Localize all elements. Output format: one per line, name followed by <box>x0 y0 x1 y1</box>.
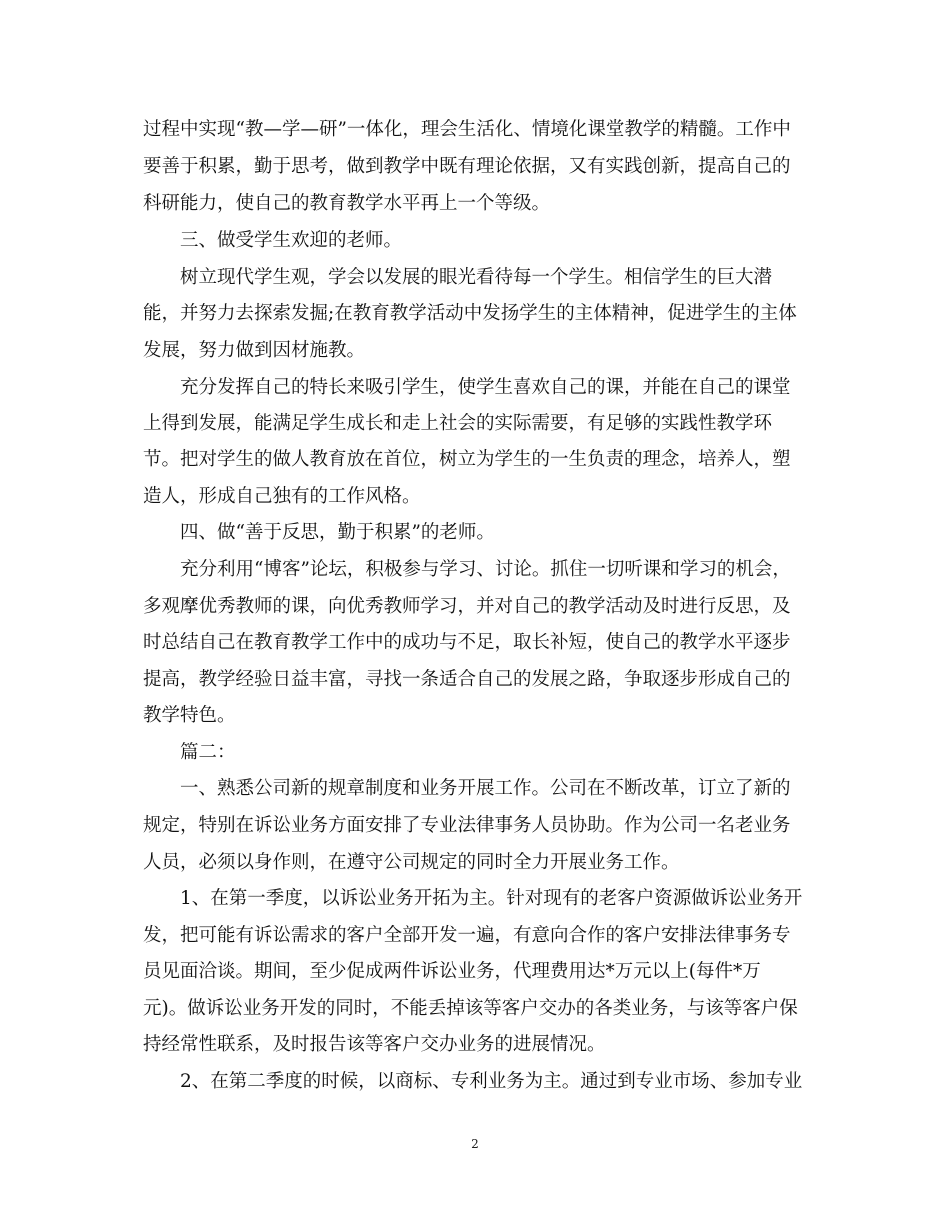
text-line: 能，并努力去探索发掘;在教育教学活动中发扬学生的主体精神，促进学生的主体 <box>143 303 797 324</box>
text-line: 提高，教学经验日益丰富，寻找一条适合自己的发展之路，争取逐步形成自己的 <box>143 669 791 690</box>
section-heading: 三、做受学生欢迎的老师。 <box>180 230 403 251</box>
section-heading: 篇二： <box>180 742 236 763</box>
text-line: 元)。做诉讼业务开发的同时，不能丢掉该等客户交办的各类业务，与该等客户保 <box>143 998 798 1019</box>
text-line: 发，把可能有诉讼需求的客户全部开发一遍，有意向合作的客户安排法律事务专 <box>143 925 791 946</box>
text-line: 员见面洽谈。期间，至少促成两件诉讼业务，代理费用达*万元以上(每件*万 <box>143 961 761 982</box>
text-line: 1、在第一季度，以诉讼业务开拓为主。针对现有的老客户资源做诉讼业务开 <box>180 888 803 909</box>
text-line: 充分利用“博客”论坛，积极参与学习、讨论。抓住一切听课和学习的机会， <box>180 559 791 580</box>
text-line: 多观摩优秀教师的课，向优秀教师学习，并对自己的教学活动及时进行反思，及 <box>143 596 791 617</box>
text-line: 要善于积累，勤于思考，做到教学中既有理论依据，又有实践创新，提高自己的 <box>143 156 791 177</box>
text-line: 树立现代学生观，学会以发展的眼光看待每一个学生。相信学生的巨大潜 <box>180 267 773 288</box>
text-line: 节。把对学生的做人教育放在首位，树立为学生的一生负责的理念，培养人，塑 <box>143 449 791 470</box>
text-line: 过程中实现“教—学—研”一体化，理会生活化、情境化课堂教学的精髓。工作中 <box>143 119 791 140</box>
text-line: 上得到发展，能满足学生成长和走上社会的实际需要，有足够的实践性教学环 <box>143 413 773 434</box>
text-line: 科研能力，使自己的教育教学水平再上一个等级。 <box>143 193 551 214</box>
text-line: 持经常性联系，及时报告该等客户交办业务的进展情况。 <box>143 1034 606 1055</box>
page-number: 2 <box>471 1137 479 1151</box>
text-line: 人员，必须以身作则，在遵守公司规定的同时全力开展业务工作。 <box>143 852 680 873</box>
text-line: 时总结自己在教育教学工作中的成功与不足，取长补短，使自己的教学水平逐步 <box>143 632 791 653</box>
text-line: 2、在第二季度的时候，以商标、专利业务为主。通过到专业市场、参加专业 <box>180 1071 803 1092</box>
section-heading: 四、做“善于反思，勤于积累”的老师。 <box>180 522 495 543</box>
text-line: 造人，形成自己独有的工作风格。 <box>143 486 421 507</box>
text-line: 发展，努力做到因材施教。 <box>143 340 366 361</box>
text-line: 一、熟悉公司新的规章制度和业务开展工作。公司在不断改革，订立了新的 <box>180 778 791 799</box>
text-line: 充分发挥自己的特长来吸引学生，使学生喜欢自己的课，并能在自己的课堂 <box>180 377 791 398</box>
text-line: 教学特色。 <box>143 705 236 726</box>
text-line: 规定，特别在诉讼业务方面安排了专业法律事务人员协助。作为公司一名老业务 <box>143 815 791 836</box>
